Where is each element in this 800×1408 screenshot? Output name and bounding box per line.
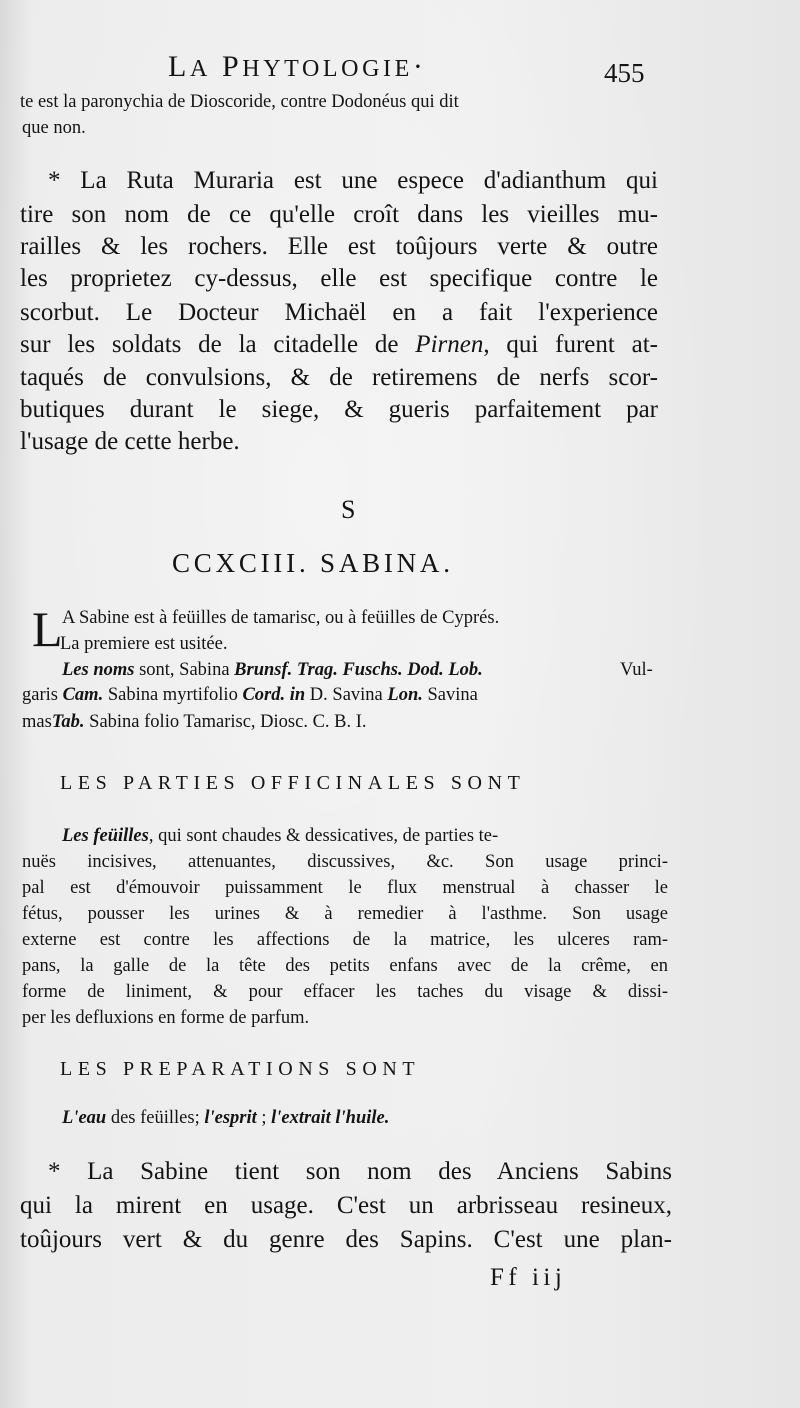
- noms-l2-a: garis: [22, 685, 58, 705]
- noms-l1-a: sont, Sabina: [139, 660, 230, 680]
- ruta-line-8: butiques durant le siege, & gueris parfaitement par: [20, 396, 658, 423]
- ruta-line-1: * La Ruta Muraria est une espece d'adianthum qui: [48, 167, 658, 194]
- signature-mark: Ff iij: [490, 1264, 567, 1291]
- chapter-title: CCXCIII. SABINA.: [172, 548, 454, 578]
- parties-line-3: pal est d'émouvoir puissamment le flux menstrual à chasser le: [22, 878, 668, 898]
- intro-line-2: La premiere est usitée.: [60, 634, 228, 654]
- ruta-line-6-a: sur les soldats de la citadelle de: [20, 331, 399, 358]
- noms-l1-b: Brunsf. Trag. Fuschs. Dod. Lob.: [234, 660, 483, 680]
- ruta-line-7: taqués de convulsions, & de retiremens de nerfs scor-: [20, 364, 658, 391]
- parties-line-7: forme de liniment, & pour effacer les taches du visage & dissi-: [22, 982, 668, 1002]
- section-letter: S: [341, 495, 356, 524]
- ruta-line-5: scorbut. Le Docteur Michaël en a fait l'experience: [20, 299, 658, 326]
- noms-l3-b: Tab.: [51, 712, 85, 732]
- running-title-rest: HYTOLOGIE: [242, 56, 413, 82]
- sabine-line-3: toûjours vert & du genre des Sapins. C'est une plan-: [20, 1226, 672, 1253]
- noms-lead: Les noms: [62, 660, 135, 680]
- sabine-line-1: * La Sabine tient son nom des Anciens Sabins: [48, 1158, 672, 1185]
- prep-e: l'extrait l'huile.: [271, 1108, 390, 1128]
- running-title-dot: ·: [412, 50, 427, 83]
- sabine-line-2: qui la mirent en usage. C'est un arbrisseau resineux,: [20, 1192, 672, 1219]
- preparations-heading: LES PREPARATIONS SONT: [60, 1058, 421, 1080]
- continuation-line-1: te est la paronychia de Dioscoride, contre Dodonéus qui dit: [20, 92, 459, 112]
- parties-line-6: pans, la galle de la tête des petits enfans avec de la crême, en: [22, 956, 668, 976]
- parties-line-1-rest: , qui sont chaudes & dessicatives, de parties te-: [148, 826, 499, 846]
- ruta-line-6: [20, 331, 658, 359]
- parties-lead: Les feüilles: [62, 826, 149, 846]
- drop-cap: L: [32, 601, 63, 657]
- ruta-line-4: les proprietez cy-dessus, elle est specifique contre le: [20, 265, 658, 292]
- ruta-place-name: Pirnen: [415, 331, 484, 358]
- parties-line-1: [62, 826, 498, 847]
- noms-l2-f: Lon.: [387, 685, 423, 705]
- prep-c: l'esprit: [204, 1108, 257, 1128]
- noms-l3-a: mas: [22, 712, 52, 732]
- noms-line-3: [22, 712, 367, 733]
- intro-line-1: A Sabine est à feüilles de tamarisc, ou à feüilles de Cyprés.: [62, 608, 500, 628]
- running-title-first: L: [168, 50, 190, 83]
- noms-l3-c: Sabina folio Tamarisc, Diosc. C. B. I.: [89, 712, 367, 732]
- ruta-line-2: tire son nom de ce qu'elle croît dans les vieilles mu-: [20, 201, 658, 228]
- noms-l2-c: Sabina myrtifolio: [107, 685, 238, 705]
- ruta-line-6-c: , qui furent at-: [483, 331, 658, 358]
- prep-a: L'eau: [62, 1108, 107, 1128]
- noms-l2-e: D. Savina: [309, 685, 383, 705]
- page-number: 455: [604, 58, 645, 88]
- parties-line-8: per les defluxions en forme de parfum.: [22, 1008, 310, 1028]
- prep-b: des feüilles;: [110, 1108, 200, 1128]
- running-title-p: P: [221, 50, 243, 83]
- parties-heading: LES PARTIES OFFICINALES SONT: [60, 772, 526, 794]
- ruta-line-9: l'usage de cette herbe.: [20, 428, 240, 455]
- running-title-a: A: [189, 56, 211, 82]
- running-title: [168, 50, 426, 84]
- parties-line-4: fétus, pousser les urines & à remedier à l'asthme. Son usage: [22, 904, 668, 924]
- noms-l2-b: Cam.: [62, 685, 104, 705]
- noms-l2-d: Cord. in: [242, 685, 306, 705]
- parties-line-2: nuës incisives, attenuantes, discussives, &c. Son usage princi-: [22, 852, 668, 872]
- noms-line-1: [62, 660, 483, 681]
- noms-l1-c: Vul-: [620, 660, 653, 680]
- preparations-line: [62, 1108, 389, 1129]
- continuation-line-2: que non.: [22, 118, 86, 138]
- ruta-line-3: railles & les rochers. Elle est toûjours verte & outre: [20, 233, 658, 260]
- prep-d: ;: [261, 1108, 267, 1128]
- parties-line-5: externe est contre les affections de la matrice, les ulceres ram-: [22, 930, 668, 950]
- noms-l2-g: Savina: [427, 685, 478, 705]
- noms-line-2: [22, 685, 478, 706]
